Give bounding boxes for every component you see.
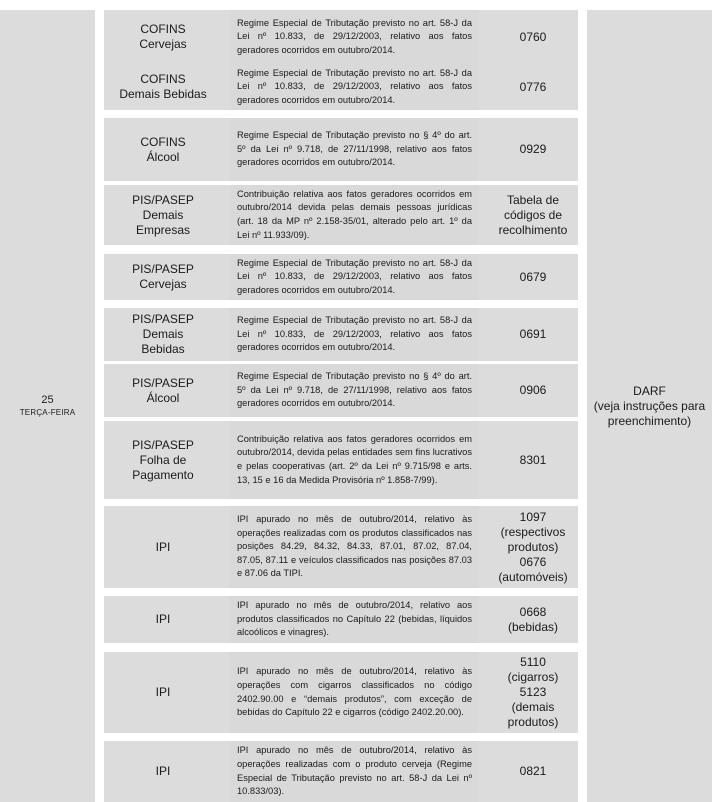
tax-description: IPI apurado no mês de outubro/2014, relativo às operações com cigarros classificados no código 2402.90.00 e “demais produtos”, com exceção de bebidas do Capítulo 22 e cigarros (código 2402.20.00). [237, 666, 472, 718]
code-cell [488, 10, 578, 64]
description-cell [230, 596, 478, 643]
tax-description: IPI apurado no mês de outubro/2014, relativo às operações realizadas com os produtos classificados nas posições 84.29, 84.32, 84.33, 87.01, 87.02, 87.04, 87.05, 87.11 e veículos classificados nas posições 87.03 e 87.06 da TIPI. [237, 514, 472, 579]
revenue-code: 0776 [519, 79, 547, 94]
tax-name-cell [104, 421, 222, 499]
tax-name-cell [104, 596, 222, 643]
tax-row [104, 254, 578, 300]
code-cell [488, 421, 578, 499]
code-cell [488, 741, 578, 802]
tax-name: IPI [155, 685, 171, 699]
tax-row [104, 185, 578, 245]
code-cell [488, 254, 578, 300]
tax-name: COFINS Álcool [140, 134, 186, 164]
tax-name-cell [104, 741, 222, 802]
revenue-code: 0679 [519, 269, 547, 284]
tax-name: IPI [155, 612, 171, 626]
tax-row [104, 652, 578, 733]
tax-row [104, 421, 578, 499]
document-text: DARF (veja instruções para preenchimento) [593, 383, 706, 428]
description-cell [230, 741, 478, 802]
revenue-code: 5110 (cigarros) 5123 (demais produtos) [507, 655, 559, 729]
tax-description: Regime Especial de Tributação previsto no § 4º do art. 5º da Lei nº 9.718, de 27/11/1998, relativo aos fatos geradores ocorridos em outubro/2014. [237, 130, 472, 168]
revenue-code: 0760 [519, 29, 547, 44]
code-cell [488, 185, 578, 245]
description-cell [230, 185, 478, 245]
code-cell [488, 364, 578, 417]
description-cell [230, 421, 478, 499]
description-cell [230, 10, 478, 64]
description-cell [230, 506, 478, 588]
tax-name-cell [104, 254, 222, 300]
tax-row [104, 596, 578, 643]
tax-name-cell [104, 364, 222, 417]
tax-name: PIS/PASEP Demais Empresas [132, 192, 194, 237]
tax-name-cell [104, 64, 222, 110]
tax-name: PIS/PASEP Cervejas [132, 262, 194, 291]
tax-row [104, 64, 578, 110]
tax-name: IPI [155, 764, 171, 778]
due-day: 25 [41, 394, 54, 406]
code-cell [488, 596, 578, 643]
tax-name-cell [104, 118, 222, 181]
description-cell [230, 64, 478, 110]
tax-row [104, 118, 578, 181]
code-cell [488, 506, 578, 588]
tax-name-cell [104, 185, 222, 245]
due-weekday: TERÇA-FEIRA [19, 408, 76, 417]
tax-row [104, 10, 578, 64]
description-cell [230, 254, 478, 300]
tax-name: COFINS Cervejas [139, 22, 187, 51]
revenue-code: 8301 [519, 452, 547, 467]
revenue-code: 0691 [519, 327, 547, 341]
revenue-code: 1097 (respectivos produtos) 0676 (automóveis) [498, 509, 568, 584]
tax-row [104, 308, 578, 361]
tax-description: Regime Especial de Tributação previsto no art. 58-J da Lei nº 10.833, de 29/12/2003, relativo aos fatos geradores ocorridos em outubro/2014. [237, 315, 472, 353]
tax-name-cell [104, 308, 222, 361]
tax-description: Regime Especial de Tributação previsto no art. 58-J da Lei nº 10.833, de 29/12/2003, relativo aos fatos geradores ocorridos em outubro/2014. [237, 257, 472, 295]
tax-description: Regime Especial de Tributação previsto no art. 58-J da Lei nº 10.833, de 29/12/2003, relativo aos fatos geradores ocorridos em outubro/2014. [237, 67, 472, 105]
due-date-cell [0, 10, 95, 802]
tax-name: IPI [155, 539, 171, 554]
tax-description: Contribuição relativa aos fatos geradores ocorridos em outubro/2014 devida pelas demais pessoas jurídicas (art. 18 da MP nº 2.158-35/01, alterado pelo art. 1º da Lei nº 11.933/09). [237, 188, 472, 240]
tax-row [104, 364, 578, 417]
revenue-code: 0906 [519, 383, 547, 397]
code-cell [488, 118, 578, 181]
tax-description: IPI apurado no mês de outubro/2014, relativo às operações realizadas com o produto cerveja (Regime Especial de Tributação previsto no art. 58-J da Lei nº 10.833/03). [237, 745, 472, 797]
description-cell [230, 364, 478, 417]
tax-name: PIS/PASEP Demais Bebidas [132, 312, 194, 356]
tax-description: IPI apurado no mês de outubro/2014, relativo aos produtos classificados no Capítulo 22 (bebidas, líquidos alcoólicos e vinagres). [237, 600, 472, 638]
code-cell [488, 308, 578, 361]
tax-name: PIS/PASEP Álcool [132, 375, 194, 405]
document-cell [587, 10, 712, 802]
code-cell [488, 64, 578, 110]
tax-name-cell [104, 506, 222, 588]
revenue-code: 0929 [519, 142, 547, 156]
tax-row [104, 741, 578, 802]
tax-name-cell [104, 652, 222, 733]
revenue-code: 0668 (bebidas) [507, 604, 559, 634]
revenue-code: 0821 [519, 764, 547, 778]
code-cell [488, 652, 578, 733]
tax-name-cell [104, 10, 222, 64]
description-cell [230, 118, 478, 181]
description-cell [230, 652, 478, 733]
tax-row [104, 506, 578, 588]
tax-description: Contribuição relativa aos fatos geradores ocorridos em outubro/2014, devida pelas entidades sem fins lucrativos e pelas cooperativas (art. 2º da Lei nº 9.715/98 e arts. 13, 15 e 16 da Medida Provisória nº 1.858-7/99). [237, 433, 472, 485]
tax-name: PIS/PASEP Folha de Pagamento [132, 437, 194, 482]
revenue-code: Tabela de códigos de recolhimento [498, 192, 568, 237]
description-cell [230, 308, 478, 361]
tax-description: Regime Especial de Tributação previsto no § 4º do art. 5º da Lei nº 9.718, de 27/11/1998, relativo aos fatos geradores ocorridos em outubro/2014. [237, 371, 472, 409]
tax-name: COFINS Demais Bebidas [119, 72, 207, 101]
tax-description: Regime Especial de Tributação previsto no art. 58-J da Lei nº 10.833, de 29/12/2003, relativo aos fatos geradores ocorridos em outubro/2014. [237, 17, 472, 55]
